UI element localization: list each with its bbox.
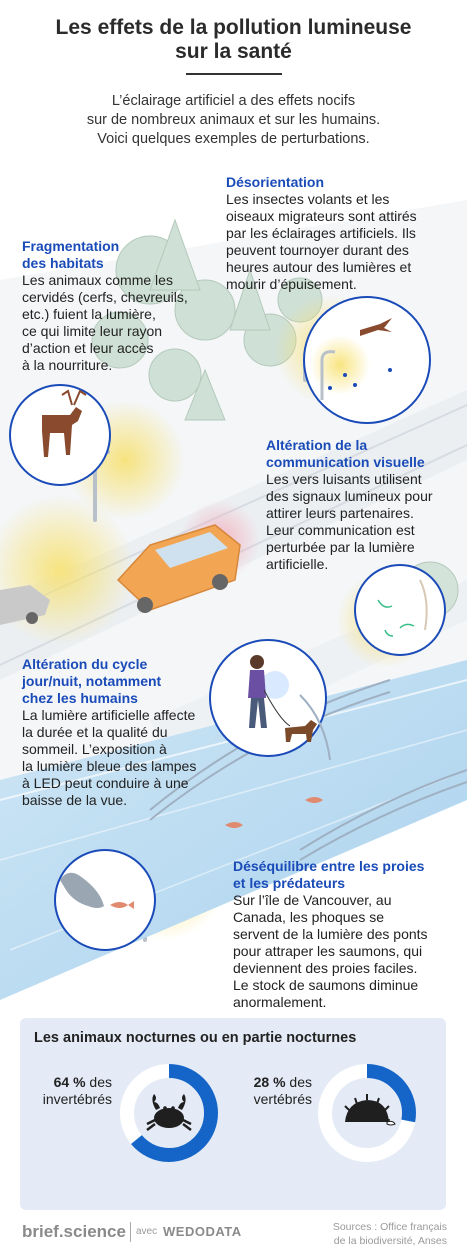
partner-logo: WEDODATA <box>163 1224 242 1239</box>
section-text-line: La lumière artificielle affecte <box>22 707 196 723</box>
intro-line: sur de nombreux animaux et sur les humains. <box>86 112 381 128</box>
vertebrates-des: des <box>285 1074 312 1090</box>
section-heading: communication visuelle <box>266 454 425 470</box>
section-heading: Déséquilibre entre les proies <box>233 858 425 874</box>
section-text-line: oiseaux migrateurs sont attirés <box>226 208 417 224</box>
invertebrates-donut <box>118 1062 220 1164</box>
invertebrates-percent: 64 % <box>53 1074 86 1090</box>
section-text-line: anormalement. <box>233 994 327 1010</box>
sources-line: de la biodiversité, Anses <box>333 1235 447 1247</box>
section-heading: Altération du cycle <box>22 656 148 672</box>
section-text-line: à la nourriture. <box>22 357 113 373</box>
nocturnal-panel <box>20 1018 446 1210</box>
section-text-line: Le stock de saumons diminue <box>233 977 419 993</box>
section-text-line: servent de la lumière des ponts <box>233 926 428 942</box>
section-text-line: mourir d’épuisement. <box>226 276 357 292</box>
section-heading: des habitats <box>22 255 104 271</box>
vertebrates-label: vertébrés <box>253 1091 312 1107</box>
section-text-line: Sur l’île de Vancouver, au <box>233 892 392 908</box>
title-line-2: sur la santé <box>175 40 292 63</box>
section-text-line: Les insectes volants et les <box>226 191 390 207</box>
vertebrates-donut <box>316 1062 418 1164</box>
section-text-line: sommeil. L’exposition à <box>22 741 167 757</box>
section-text-line: Canada, les phoques se <box>233 909 384 925</box>
section-communication <box>266 437 461 573</box>
section-heading: jour/nuit, notamment <box>22 673 162 689</box>
section-heading: chez les humains <box>22 690 138 706</box>
hedgehog-icon <box>345 1094 395 1125</box>
section-text-line: pour attraper les saumons, qui <box>233 943 423 959</box>
section-text-line: heures autour des lumières et <box>226 259 412 275</box>
section-text-line: d’action et leur accès <box>22 340 154 356</box>
invertebrates-label: invertébrés <box>42 1091 112 1107</box>
section-text-line: Les vers luisants utilisent <box>266 471 422 487</box>
section-text-line: par les éclairages artificiels. Ils <box>226 225 416 241</box>
page-title <box>0 16 467 64</box>
intro-line: Voici quelques exemples de perturbations. <box>97 131 370 147</box>
section-text-line: deviennent des proies faciles. <box>233 960 418 976</box>
section-text-line: Les animaux comme les <box>22 272 173 288</box>
invertebrates-des: des <box>85 1074 112 1090</box>
section-text-line: des signaux lumineux pour <box>266 488 433 504</box>
section-text-line: la durée et la qualité du <box>22 724 168 740</box>
sources-line: Sources : Office français <box>332 1221 447 1233</box>
vertebrates-percent: 28 % <box>253 1074 286 1090</box>
title-line-1: Les effets de la pollution lumineuse <box>55 16 412 39</box>
invertebrates-stat <box>20 1074 112 1108</box>
section-desequilibre <box>233 858 458 1011</box>
section-text-line: à LED peut conduire à une <box>22 775 189 791</box>
section-text-line: etc.) fuient la lumière, <box>22 306 156 322</box>
section-text-line: perturbée par la lumière <box>266 539 415 555</box>
intro-line: L’éclairage artificiel a des effets nocifs <box>111 93 356 109</box>
brand-logo: brief.science <box>22 1222 126 1241</box>
title-divider <box>186 73 282 75</box>
section-cycle <box>22 656 217 809</box>
section-fragmentation <box>22 238 212 374</box>
footer-separator <box>130 1222 131 1242</box>
section-heading: et les prédateurs <box>233 875 346 891</box>
section-heading: Désorientation <box>226 174 325 190</box>
footer <box>0 1212 467 1256</box>
section-heading: Fragmentation <box>22 238 120 254</box>
section-text-line: peuvent tournoyer durant des <box>226 242 409 258</box>
panel-title: Les animaux nocturnes ou en partie nocturnes <box>34 1030 357 1046</box>
section-text-line: baisse de la vue. <box>22 792 128 808</box>
section-text-line: Leur communication est <box>266 522 415 538</box>
vertebrates-stat <box>224 1074 312 1108</box>
section-text-line: attirer leurs partenaires. <box>266 505 414 521</box>
section-text-line: ce qui limite leur rayon <box>22 323 163 339</box>
sources <box>297 1220 447 1248</box>
section-text-line: la lumière bleue des lampes <box>22 758 197 774</box>
section-text-line: cervidés (cerfs, chevreuils, <box>22 289 188 305</box>
section-heading: Altération de la <box>266 437 368 453</box>
section-text-line: artificielle. <box>266 556 329 572</box>
intro-text <box>30 92 437 149</box>
crab-icon <box>147 1094 191 1130</box>
section-desorientation <box>226 174 458 293</box>
avec-label: avec <box>136 1226 158 1237</box>
